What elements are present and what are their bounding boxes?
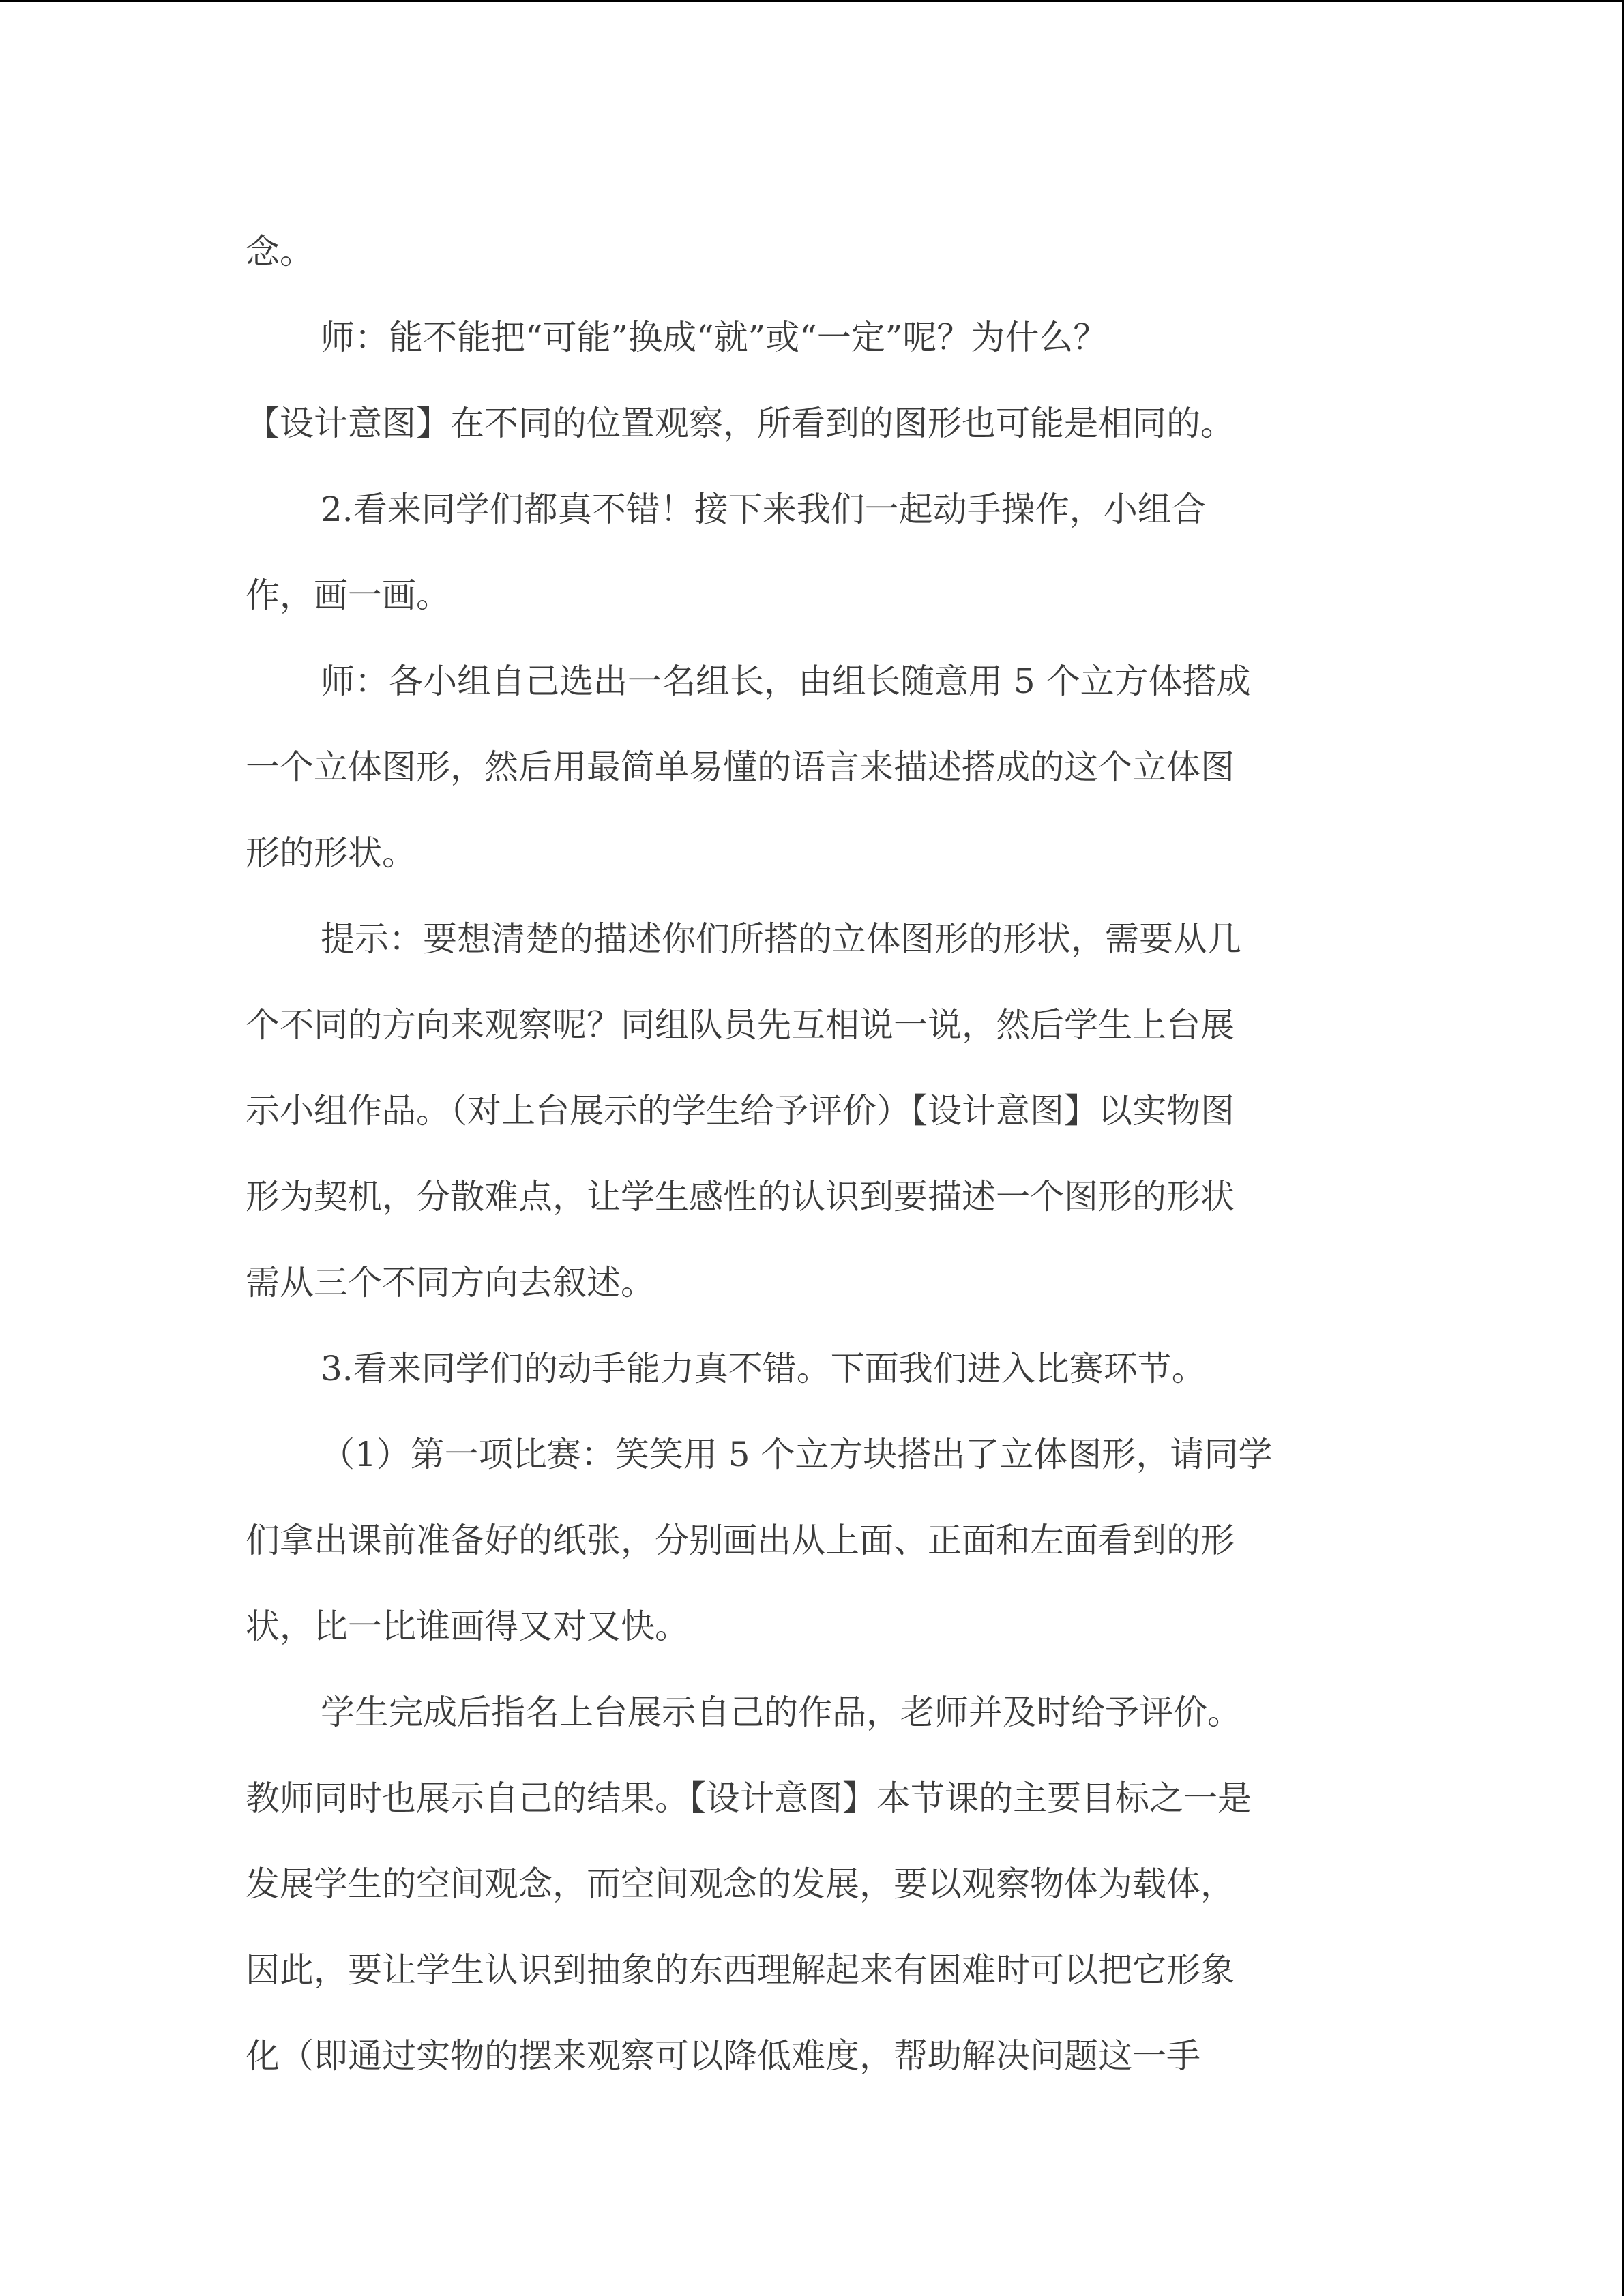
text-line: 学生完成后指名上台展示自己的作品，老师并及时给予评价。 — [321, 1693, 1241, 1732]
text-line: 形为契机，分散难点，让学生感性的认识到要描述一个图形的形状 — [246, 1177, 1235, 1217]
text-line: 发展学生的空间观念，而空间观念的发展，要以观察物体为载体， — [246, 1864, 1235, 1904]
document-body — [246, 209, 1378, 2099]
text-line: 3.看来同学们的动手能力真不错。下面我们进入比赛环节。 — [321, 1349, 1206, 1388]
text-line: 因此，要让学生认识到抽象的东西理解起来有困难时可以把它形象 — [246, 1950, 1235, 1990]
text-line: 们拿出课前准备好的纸张，分别画出从上面、正面和左面看到的形 — [246, 1521, 1235, 1560]
text-line: 示小组作品。（对上台展示的学生给予评价）【设计意图】以实物图 — [246, 1091, 1235, 1131]
text-line: 状，比一比谁画得又对又快。 — [246, 1607, 689, 1646]
text-line: 提示：要想清楚的描述你们所搭的立体图形的形状，需要从几 — [321, 919, 1241, 959]
text-line: 一个立体图形，然后用最简单易懂的语言来描述搭成的这个立体图 — [246, 747, 1235, 787]
text-line: 教师同时也展示自己的结果。【设计意图】本节课的主要目标之一是 — [246, 1778, 1252, 1818]
text-line: 需从三个不同方向去叙述。 — [246, 1263, 655, 1302]
text-line: 师：各小组自己选出一名组长，由组长随意用 5 个立方体搭成 — [321, 661, 1251, 701]
text-line: 个不同的方向来观察呢？同组队员先互相说一说，然后学生上台展 — [246, 1005, 1235, 1045]
text-line: （1）第一项比赛：笑笑用 5 个立方块搭出了立体图形，请同学 — [321, 1435, 1273, 1474]
text-line: 念。 — [246, 232, 314, 271]
text-line: 2.看来同学们都真不错！接下来我们一起动手操作，小组合 — [321, 490, 1206, 529]
text-line: 作，画一画。 — [246, 576, 450, 615]
text-line: 师：能不能把“可能”换成“就”或“一定”呢？为什么？ — [321, 318, 1108, 357]
text-line: 形的形状。 — [246, 833, 416, 873]
text-line: 【设计意图】在不同的位置观察，所看到的图形也可能是相同的。 — [246, 404, 1235, 443]
text-line: 化（即通过实物的摆来观察可以降低难度，帮助解决问题这一手 — [246, 2036, 1200, 2076]
